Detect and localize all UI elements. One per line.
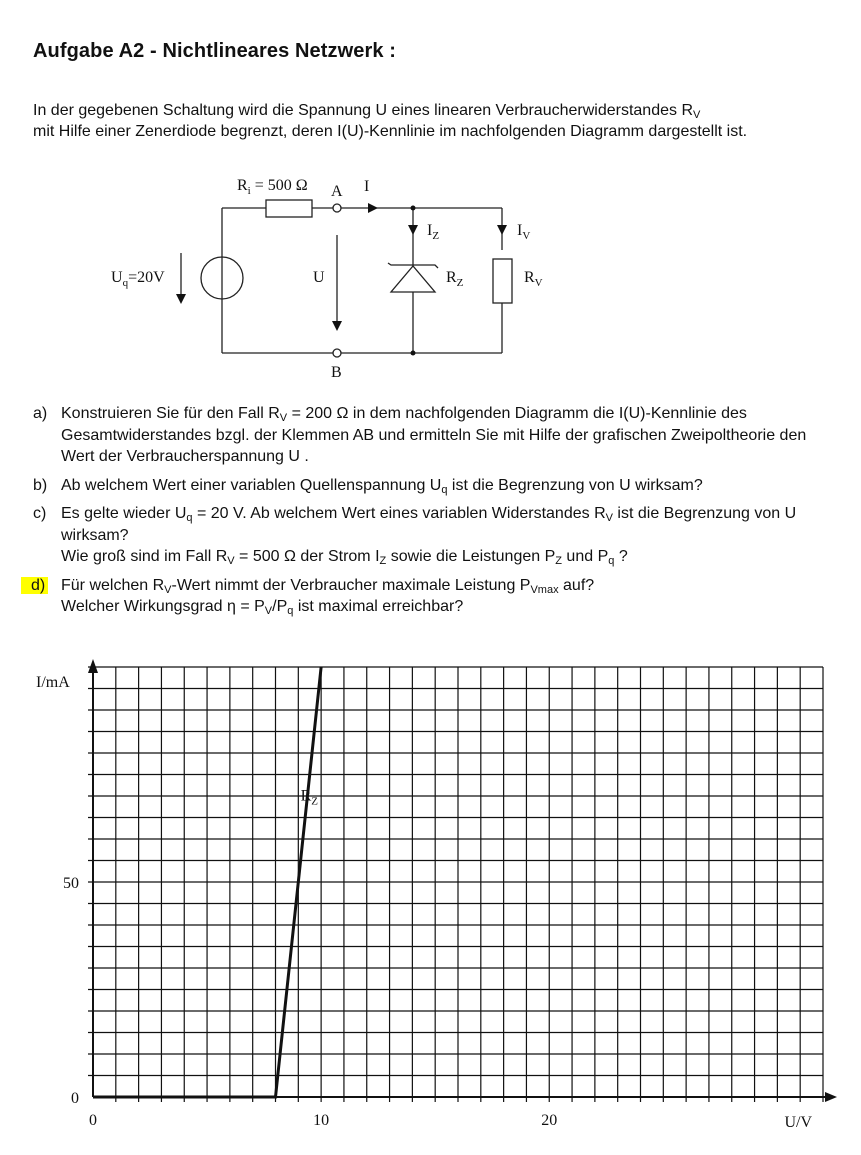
text-segment: ? <box>614 548 628 565</box>
highlighted-label: d) <box>21 577 48 594</box>
exercise-title: Aufgabe A2 - Nichtlineares Netzwerk : <box>33 40 397 62</box>
subscript: q <box>608 555 615 567</box>
question-text <box>61 575 833 618</box>
subscript: V <box>605 512 613 524</box>
text-segment: und P <box>561 548 609 565</box>
text-segment: ist maximal erreichbar? <box>293 598 464 615</box>
arrow-down-icon <box>497 225 507 235</box>
iu-diagram <box>0 650 861 1155</box>
question-label <box>33 403 61 468</box>
x-axis-arrow-icon <box>825 1092 837 1102</box>
text-segment: ist die Begrenzung von U wirksam? <box>61 505 797 544</box>
text-segment: Konstruieren Sie für den Fall R <box>61 405 280 422</box>
node-b-label: B <box>331 364 342 381</box>
question-item <box>33 503 833 568</box>
text-segment: = 500 Ω der Strom I <box>234 548 380 565</box>
ri-label: $R_i = 500$ Ω <box>237 177 308 197</box>
junction-dot <box>411 351 416 356</box>
node-a-label: A <box>331 183 343 200</box>
intro-text-2: mit Hilfe einer Zenerdiode begrenzt, deren I(U)-Kennlinie im nachfolgenden Diagramm dargestellt ist. <box>33 123 748 140</box>
intro-sub: V <box>693 109 701 121</box>
text-segment: Ab welchem Wert einer variablen Quellenspannung U <box>61 476 442 494</box>
label-text: a) <box>33 405 48 422</box>
rz-label: $R_Z$ <box>446 269 464 289</box>
question-text <box>61 403 833 468</box>
question-item <box>33 475 833 497</box>
text-segment: = 200 Ω in dem nachfolgenden Diagramm die I(U)-Kennlinie des Gesamtwiderstandes bzgl. der Klemmen AB und ermitteln Sie mit Hilfe der grafischen Zweipoltheorie den Wert der Verbraucherspannung U . <box>61 405 807 465</box>
subscript: q <box>186 512 193 524</box>
text-segment: Für welchen R <box>61 576 165 594</box>
x-axis-label: U/V <box>784 1114 812 1131</box>
intro-paragraph <box>33 100 833 142</box>
subscript: V <box>264 605 273 617</box>
arrow-right-icon <box>368 203 378 213</box>
x-tick-label: 20 <box>541 1112 558 1129</box>
current-iz-label: $I_Z$ <box>427 222 440 242</box>
label-text: b) <box>33 476 48 494</box>
text-segment: Wie groß sind im Fall R <box>61 548 228 565</box>
text-segment: auf? <box>558 576 595 594</box>
arrow-down-icon <box>176 294 186 304</box>
arrow-down-icon <box>332 321 342 331</box>
label-text: c) <box>33 505 47 522</box>
question-item <box>33 575 833 618</box>
voltage-u-label: U <box>313 269 325 286</box>
intro-text-1: In der gegebenen Schaltung wird die Spannung U eines linearen Verbraucherwiderstandes R <box>33 102 693 119</box>
y-axis-arrow-icon <box>88 659 98 673</box>
arrow-down-icon <box>408 225 418 235</box>
resistor-ri <box>266 200 312 217</box>
question-list <box>33 403 833 625</box>
question-label <box>33 503 61 568</box>
subscript: q <box>441 483 448 496</box>
terminal-a <box>333 204 341 212</box>
current-i-label: I <box>364 178 370 195</box>
series-label-rz: $R_Z$ <box>300 787 318 808</box>
subscript: V <box>279 412 288 424</box>
question-item <box>33 403 833 468</box>
question-text <box>61 475 833 497</box>
y-tick-label: 0 <box>71 1090 79 1107</box>
x-tick-label: 0 <box>89 1112 97 1129</box>
question-label <box>33 475 61 497</box>
text-segment: -Wert nimmt der Verbraucher maximale Leistung P <box>171 576 531 594</box>
subscript: Z <box>379 555 387 567</box>
subscript: V <box>227 555 235 567</box>
circuit-diagram <box>0 165 861 385</box>
text-segment: Es gelte wieder U <box>61 505 187 522</box>
current-iv-label: $I_V$ <box>517 222 531 242</box>
terminal-b <box>333 349 341 357</box>
junction-dot <box>411 206 416 211</box>
y-axis-label: I/mA <box>36 674 70 691</box>
text-segment: /P <box>272 598 288 615</box>
text-segment: Welcher Wirkungsgrad η = P <box>61 598 265 615</box>
source-label: $U_q=20V$ <box>111 269 165 289</box>
zener-diode-icon <box>391 266 435 292</box>
subscript: V <box>164 583 172 596</box>
subscript: q <box>287 605 294 617</box>
subscript: Vmax <box>530 583 559 596</box>
resistor-rv <box>493 259 512 303</box>
question-text <box>61 503 833 568</box>
text-segment: ist die Begrenzung von U wirksam? <box>447 476 703 494</box>
question-label <box>33 575 61 618</box>
rv-label: $R_V$ <box>524 269 543 289</box>
text-segment: sowie die Leistungen P <box>386 548 556 565</box>
subscript: Z <box>555 555 562 567</box>
text-segment: = 20 V. Ab welchem Wert eines variablen Widerstandes R <box>192 505 606 522</box>
x-tick-label: 10 <box>313 1112 330 1129</box>
y-tick-label: 50 <box>63 875 79 892</box>
